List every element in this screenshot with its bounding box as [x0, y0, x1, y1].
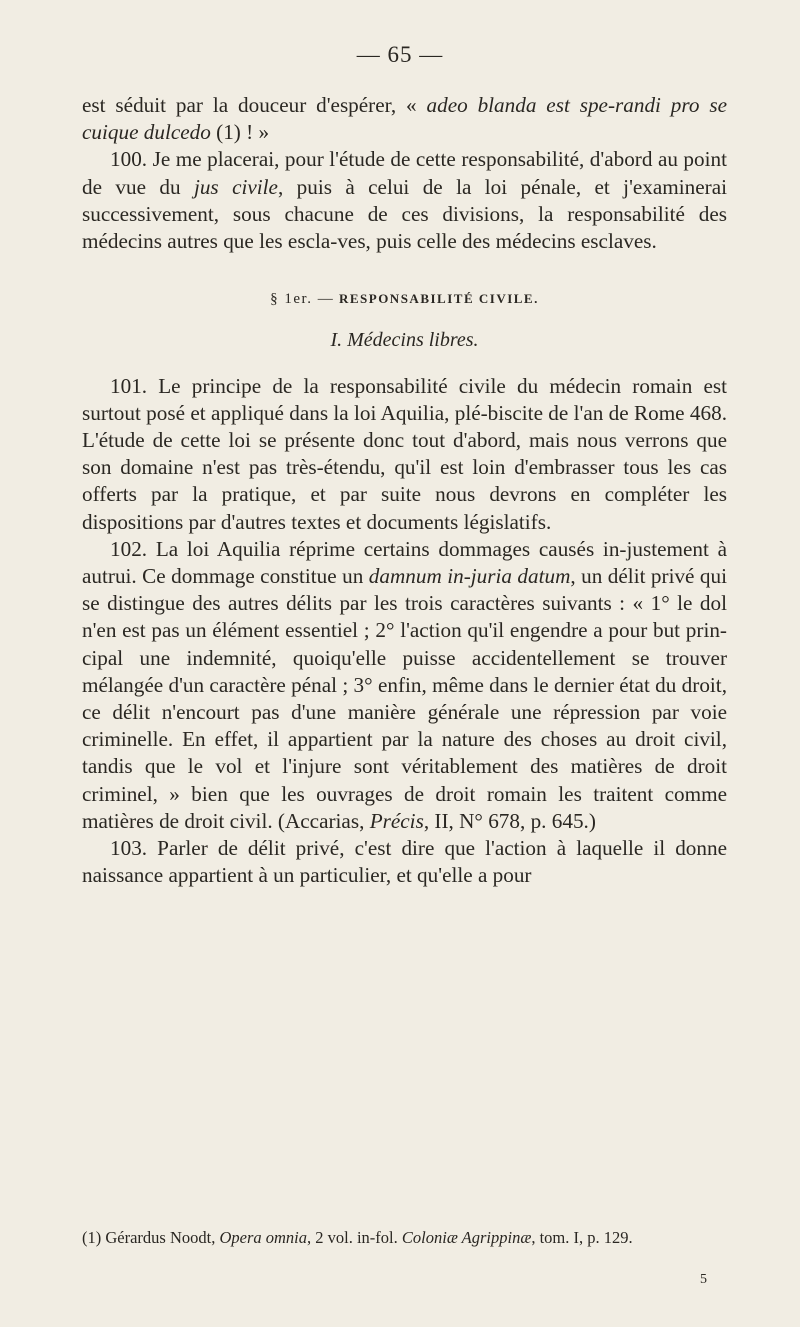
cited-title: Opera omnia	[219, 1228, 308, 1247]
footnote	[82, 1228, 727, 1248]
text-run: , II, N° 678, p. 645.)	[423, 808, 596, 833]
paragraph-100	[82, 146, 727, 255]
section-title: RESPONSABILITÉ CIVILE.	[338, 291, 539, 307]
text-run: 102. La loi Aquilia réprime certains dommages causés in-justement à autrui. Ce dommage constitue un	[82, 536, 727, 589]
text-run: , un délit privé qui se distingue des autres délits par les trois caractères suivants : « 1° le dol n'en est pas un élément essentiel ; 2° l'action qu'il engendre a pour but prin-cipal une indemnité, quoiqu'elle puisse accidentellement se trouver mélangée d'un caractère pénal ; 3° enfin, même dans le dernier état du droit, ce délit n'encourt pas d'une manière générale une répression par voie criminelle. En effet, il appartient par la nature des choses au droit civil, tandis que le vol et l'injure sont véritablement des matières de droit criminel, » bien que les ouvrages de droit romain les traitent comme matières de droit civil. (Accarias,	[82, 564, 727, 833]
text-run: , puis à celui de la loi pénale, et j'examinerai successivement, sous chacune de ces divisions, la responsabilité des médecins autres que les escla-ves, puis celle des médecins esclaves.	[82, 174, 727, 254]
page-number: — 65 —	[356, 42, 444, 67]
paragraph-intro	[82, 92, 727, 146]
body-text	[82, 92, 727, 889]
latin-quote: adeo blanda est spe-randi pro se cuique dulcedo	[82, 93, 727, 145]
text-run: , tom. I, p. 129.	[531, 1228, 633, 1247]
text-run: , 2 vol. in-fol.	[307, 1228, 402, 1247]
cited-title: Précis	[369, 808, 424, 833]
paragraph-103: 103. Parler de délit privé, c'est dire que l'action à laquelle il donne naissance appartient à un particulier, et qu'elle a pour	[82, 836, 727, 888]
signature-mark: 5	[700, 1272, 707, 1287]
text-run: 100. Je me placerai, pour l'étude de cette responsabilité, d'abord au point de vue du	[82, 147, 727, 199]
paragraph-102	[82, 536, 727, 835]
latin-term: jus civile	[193, 174, 278, 199]
text-run: est séduit par la douceur d'espérer, «	[82, 93, 427, 117]
section-heading	[82, 285, 727, 313]
cited-place: Coloniæ Agrippinæ	[401, 1228, 532, 1247]
text-run: (1) Gérardus Noodt,	[82, 1228, 220, 1247]
text-run: (1) ! »	[210, 120, 270, 145]
subsection-heading: I. Médecins libres.	[330, 329, 479, 352]
paragraph-101: 101. Le principe de la responsabilité civile du médecin romain est surtout posé et appliqué dans la loi Aquilia, plé-biscite de l'an de Rome 468. L'étude de cette loi se présente donc tout d'abord, mais nous verrons que son domaine n'est pas très-étendu, qu'il est loin d'embrasser tous les cas offerts par la pratique, et par suite nous devrons en compléter les dispositions par d'autres textes et documents législatifs.	[82, 373, 727, 534]
latin-term: damnum in-juria datum	[368, 564, 571, 589]
section-number: § 1er. —	[270, 291, 335, 308]
